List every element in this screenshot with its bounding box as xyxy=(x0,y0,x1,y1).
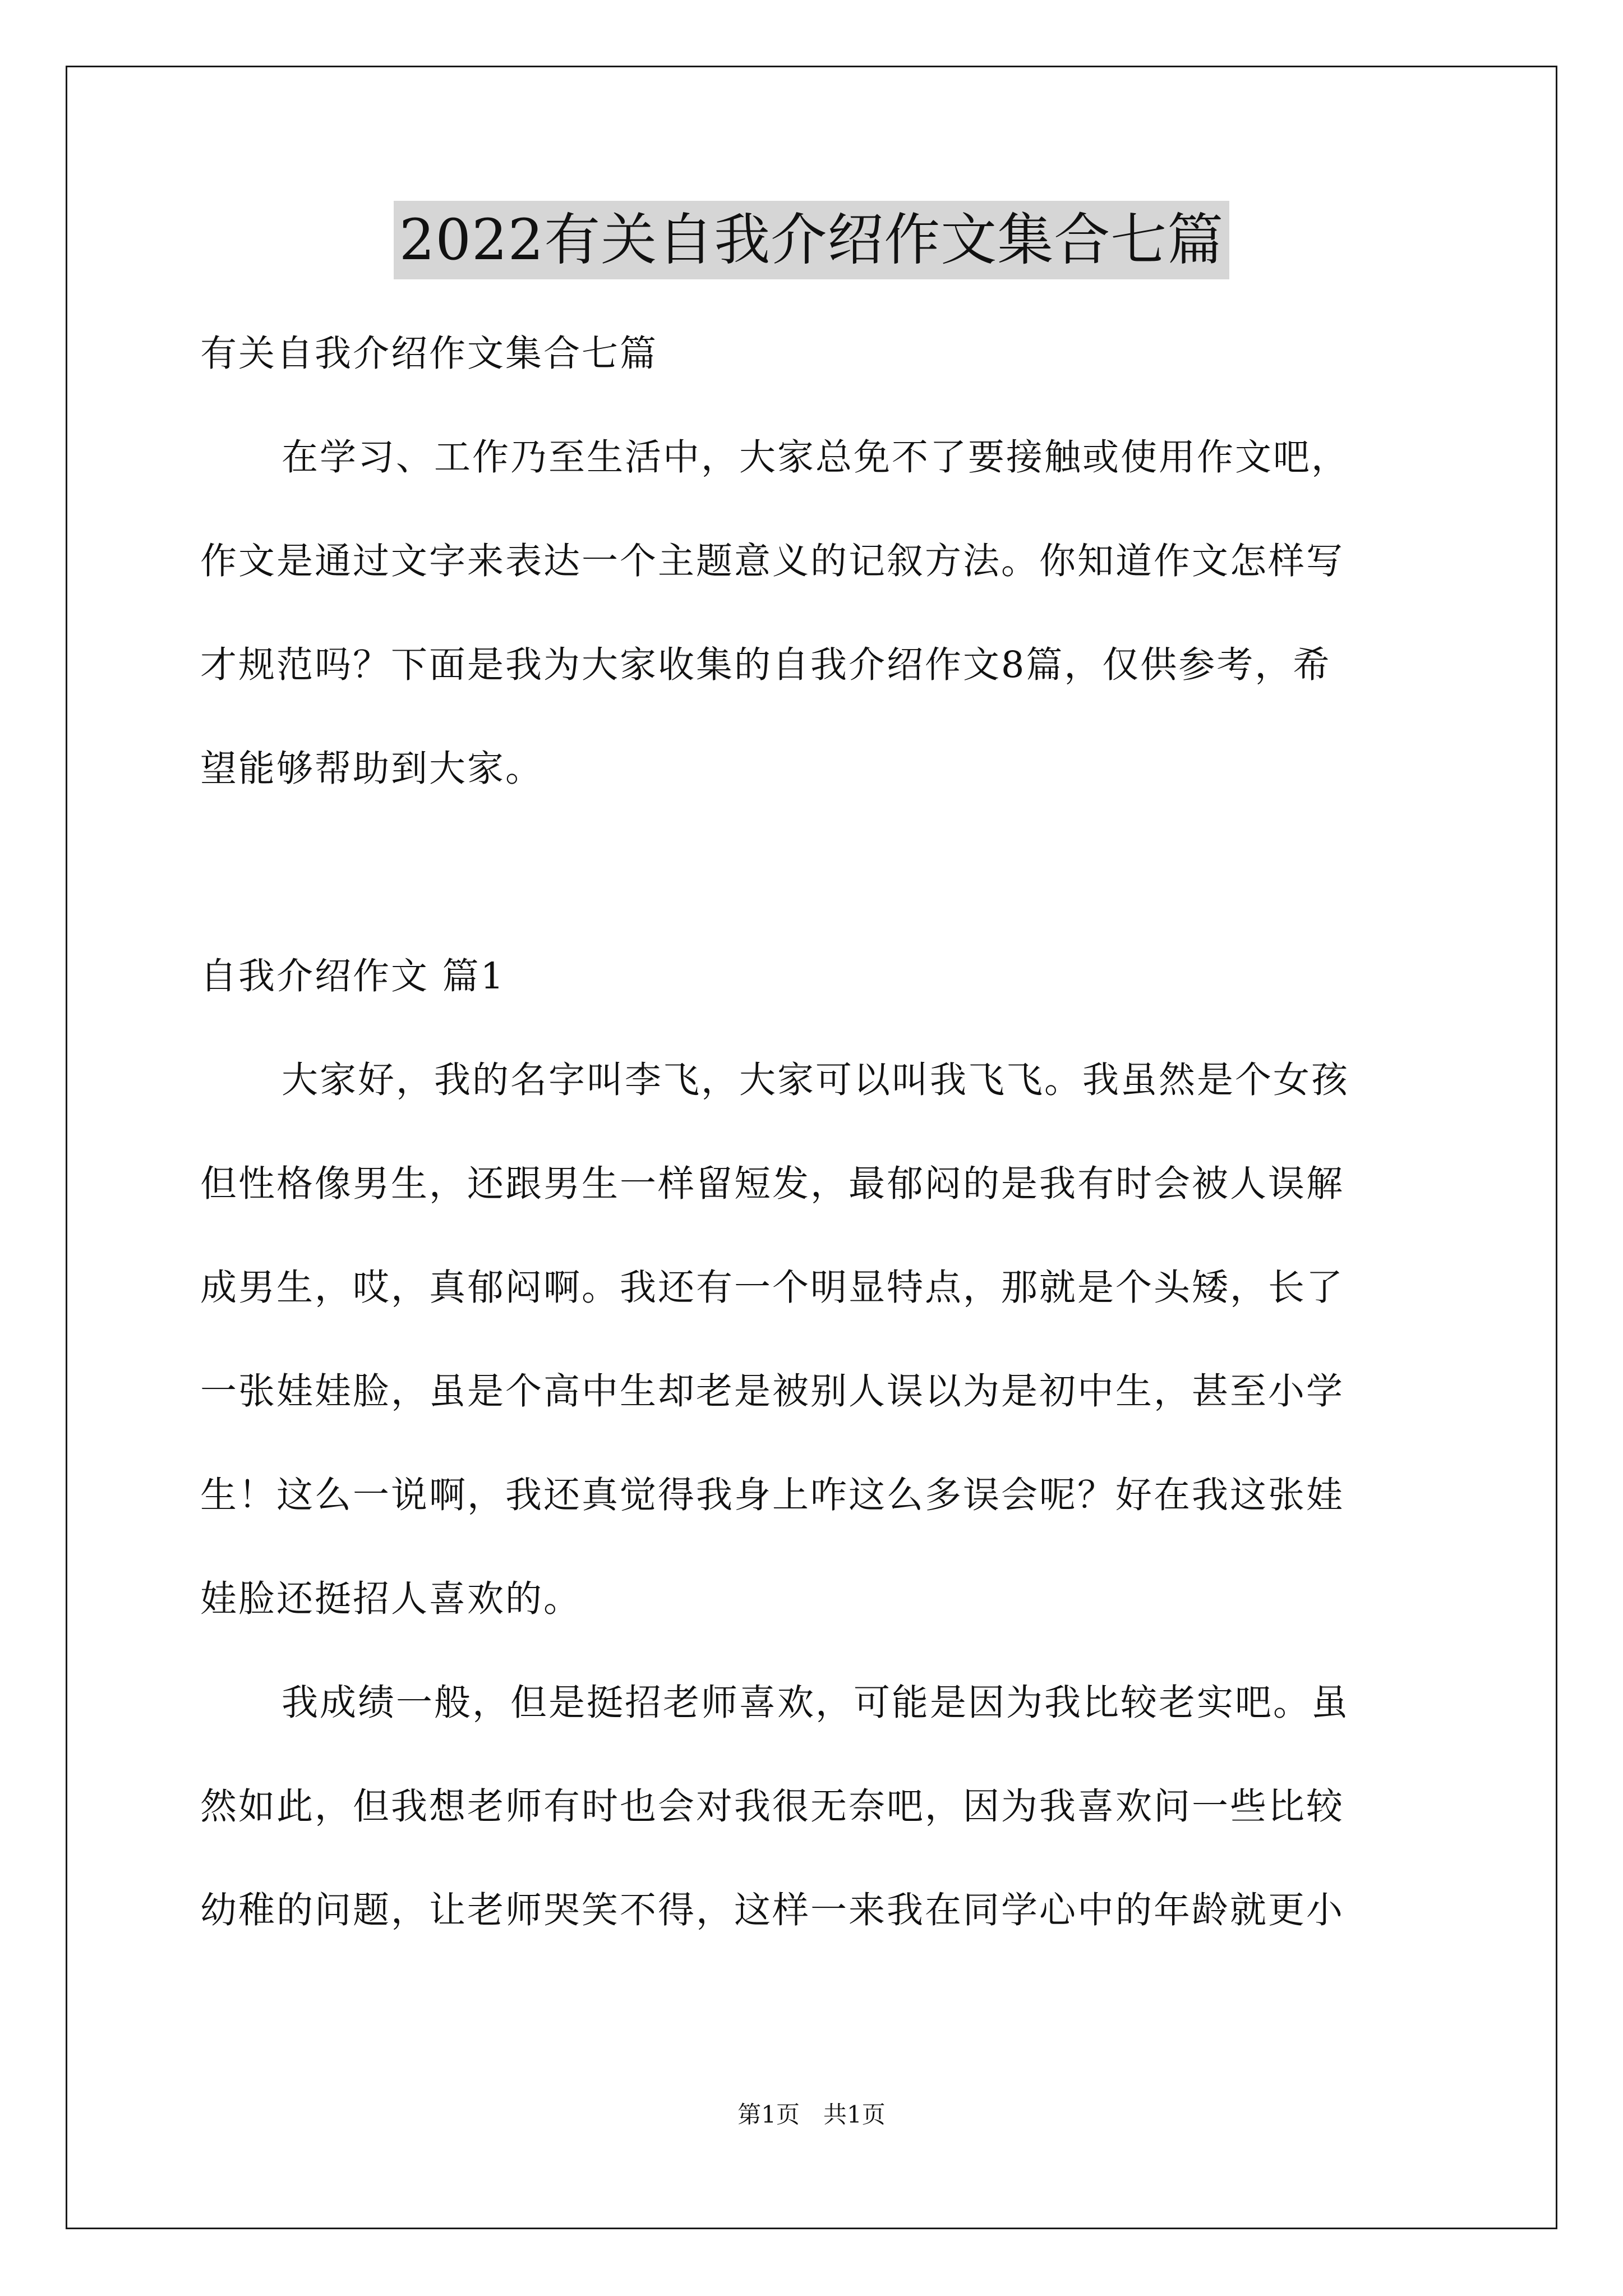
paragraph-line: 娃脸还挺招人喜欢的。 xyxy=(200,1578,582,1620)
paragraph-line: 作文是通过文字来表达一个主题意义的记叙方法。你知道作文怎样写 xyxy=(200,540,1345,582)
paragraph-line: 我成绩一般，但是挺招老师喜欢，可能是因为我比较老实吧。虽 xyxy=(282,1682,1350,1724)
title-area xyxy=(0,201,1623,279)
paragraph-line: 大家好，我的名字叫李飞，大家可以叫我飞飞。我虽然是个女孩 xyxy=(282,1059,1350,1101)
document-title: 2022有关自我介绍作文集合七篇 xyxy=(394,201,1230,279)
paragraph-line: 幼稚的问题，让老师哭笑不得，这样一来我在同学心中的年龄就更小 xyxy=(200,1889,1345,1931)
section-spacer xyxy=(200,821,1423,924)
body-paragraph-1 xyxy=(200,1028,1423,1651)
intro-paragraph xyxy=(200,406,1423,821)
paragraph-line: 望能够帮助到大家。 xyxy=(200,748,544,790)
section-heading: 自我介绍作文 篇1 xyxy=(200,955,506,997)
document-body xyxy=(200,302,1423,1962)
paragraph-line: 成男生，哎，真郁闷啊。我还有一个明显特点，那就是个头矮，长了 xyxy=(200,1267,1345,1309)
page-footer: 第1页 共1页 xyxy=(737,2101,886,2128)
paragraph-line: 在学习、工作乃至生活中，大家总免不了要接触或使用作文吧， xyxy=(282,436,1350,478)
paragraph-line: 才规范吗？下面是我为大家收集的自我介绍作文8篇，仅供参考，希 xyxy=(200,644,1331,686)
paragraph-line: 然如此，但我想老师有时也会对我很无奈吧，因为我喜欢问一些比较 xyxy=(200,1786,1345,1828)
paragraph-line: 生！这么一说啊，我还真觉得我身上咋这么多误会呢？好在我这张娃 xyxy=(200,1474,1345,1516)
document-subtitle: 有关自我介绍作文集合七篇 xyxy=(200,333,658,375)
paragraph-line: 但性格像男生，还跟男生一样留短发，最郁闷的是我有时会被人误解 xyxy=(200,1163,1345,1205)
body-paragraph-2 xyxy=(200,1651,1423,1962)
paragraph-line: 一张娃娃脸，虽是个高中生却老是被别人误以为是初中生，甚至小学 xyxy=(200,1370,1345,1412)
